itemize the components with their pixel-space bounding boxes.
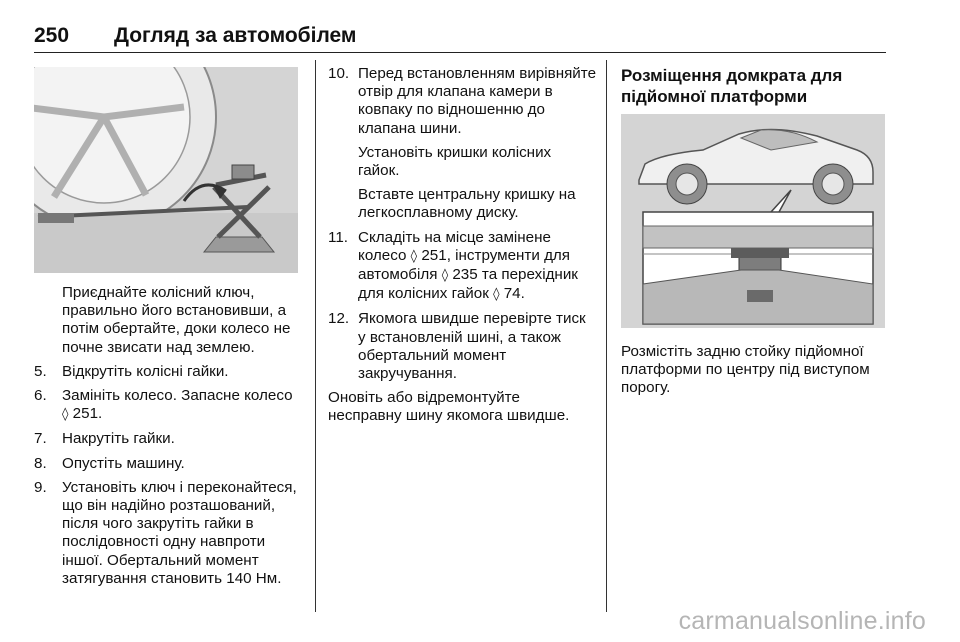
list-item [34,363,302,381]
step-text: Установіть кришки колісних гайок. [358,143,552,180]
page-ref-icon: ◊ [410,248,418,264]
page-ref-link[interactable]: 251 [421,246,447,264]
page-ref-icon: ◊ [62,407,69,423]
page-ref-icon: ◊ [441,268,449,284]
step-number: 8. [34,454,47,472]
car-lift-point-drawing [621,114,885,328]
list-item [328,310,596,383]
step-number: 7. [34,430,47,448]
column-divider [606,60,607,612]
column-1-text [34,284,302,588]
list-item [34,479,302,588]
step-text: Установіть ключ і переконайтеся, що він надійно розташований, після чого закрутіть гайки в послідовності одну навпроти іншої. Обертальний момент затягування становить 140 Нм. [62,478,297,587]
page-ref-link[interactable]: 74 [503,285,521,303]
page-ref-icon: ◊ [493,287,500,303]
step-text: Накрутіть гайки. [62,430,175,448]
step-number: 11. [328,228,348,246]
jack-wheel-brace-drawing [34,67,298,273]
intro-paragraph: Приєднайте колісний ключ, правильно його встановивши, а потім обертайте, доки колесо не почне звисати над землею. [62,284,291,356]
jack-illustration [34,67,298,273]
lift-platform-illustration [621,114,885,328]
step-number: 9. [34,478,47,496]
column-2-text [328,65,596,426]
step-number: 10. [328,65,350,82]
column-divider [315,60,316,612]
list-item [34,455,302,473]
step-text: Вставте центральну кришку на легкосплавному диску. [358,186,576,222]
step-number: 5. [34,362,47,380]
step-number: 6. [34,387,47,405]
step-text: Якомога швидше перевірте тиск у встановленій шині, а також обертальний момент закручування. [358,310,586,383]
page-number: 250 [34,24,70,47]
step-number: 12. [328,310,350,328]
watermark: carmanualsonline.info [678,607,926,635]
step-text: Опустіть машину. [62,454,185,472]
step-text: Відкрутіть колісні гайки. [62,362,229,380]
list-item [328,65,596,223]
step-text: Перед встановленням вирівняйте отвір для клапана камери в ковпаку по відношенню до клапана шини. [358,65,597,137]
list-item: 11. Складіть на місце замінене колесо ◊ 251, інструменти для автомобіля ◊ 235 та перехідник для колісних гайок ◊ 74. [328,228,578,303]
page-title: Догляд за автомобілем [114,24,357,47]
step-text: Замініть колесо. Запасне колесо [62,387,293,405]
page-header [34,22,886,53]
list-item [34,430,302,448]
list-item: 6. Замініть колесо. Запасне колесо ◊ 251. [34,387,293,423]
figure-caption: Розмістіть задню стойку підйомної платформи по центру під виступом порогу. [621,343,870,397]
closing-paragraph: Оновіть або відремонтуйте несправну шину якомога швидше. [328,389,570,425]
section-heading: Розміщення домкрата для підйомної платформи [621,66,843,106]
page-ref-link[interactable]: 251 [72,405,99,423]
page-ref-link[interactable]: 235 [452,266,478,284]
